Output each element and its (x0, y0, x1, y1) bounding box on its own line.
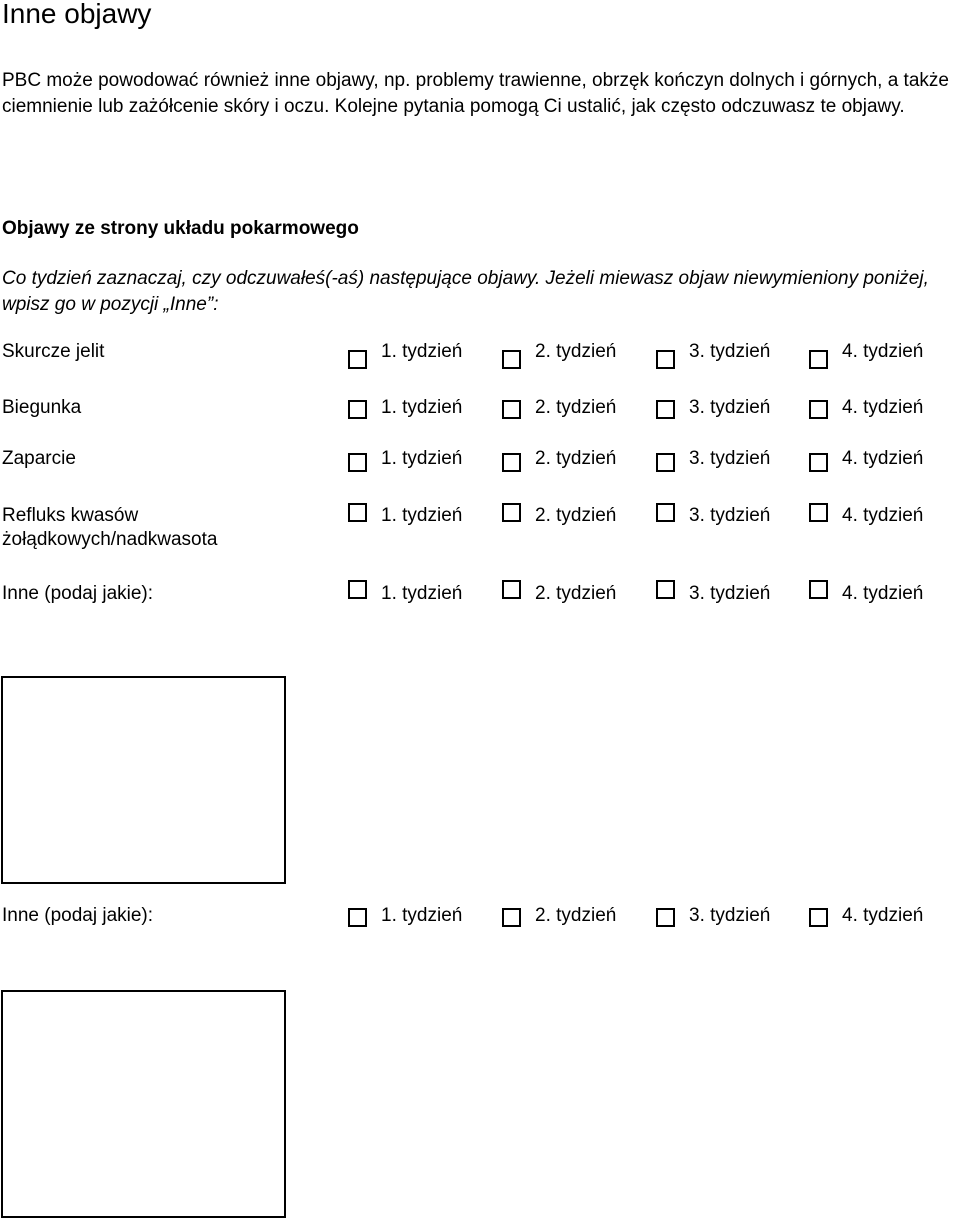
symptom-row-diarrhea (0, 396, 960, 426)
week-3-label: 3. tydzień (689, 448, 771, 469)
week-2-checkbox[interactable] (502, 908, 521, 927)
week-4-label: 4. tydzień (842, 341, 924, 362)
week-1-label: 1. tydzień (381, 905, 463, 926)
week-1-label: 1. tydzień (381, 505, 463, 526)
week-4-label: 4. tydzień (842, 397, 924, 418)
week-2-label: 2. tydzień (535, 448, 617, 469)
week-2-checkbox[interactable] (502, 503, 521, 522)
symptom-label: Biegunka (2, 397, 82, 418)
week-2-label: 2. tydzień (535, 583, 617, 604)
page-title: Inne objawy (2, 0, 152, 29)
week-1-checkbox[interactable] (348, 350, 367, 369)
week-4-checkbox[interactable] (809, 350, 828, 369)
week-3-checkbox[interactable] (656, 453, 675, 472)
week-1-checkbox[interactable] (348, 503, 367, 522)
week-2-label: 2. tydzień (535, 505, 617, 526)
week-1-label: 1. tydzień (381, 397, 463, 418)
week-2-checkbox[interactable] (502, 400, 521, 419)
week-3-label: 3. tydzień (689, 397, 771, 418)
instructions-paragraph: Co tydzień zaznaczaj, czy odczuwałeś(-aś) następujące objawy. Jeżeli miewasz objaw niewymieniony poniżej, wpisz go w pozycji „Inne”: (2, 268, 929, 315)
week-3-checkbox[interactable] (656, 350, 675, 369)
week-2-label: 2. tydzień (535, 905, 617, 926)
week-1-label: 1. tydzień (381, 583, 463, 604)
week-1-checkbox[interactable] (348, 453, 367, 472)
week-1-label: 1. tydzień (381, 341, 463, 362)
week-4-checkbox[interactable] (809, 908, 828, 927)
symptom-label: Refluks kwasów żołądkowych/nadkwasota (2, 505, 218, 550)
week-3-checkbox[interactable] (656, 908, 675, 927)
week-2-checkbox[interactable] (502, 580, 521, 599)
week-2-label: 2. tydzień (535, 397, 617, 418)
symptom-label: Skurcze jelit (2, 341, 105, 362)
symptom-label: Inne (podaj jakie): (2, 583, 154, 604)
section-heading: Objawy ze strony układu pokarmowego (2, 218, 359, 239)
week-2-checkbox[interactable] (502, 350, 521, 369)
week-4-label: 4. tydzień (842, 448, 924, 469)
week-4-checkbox[interactable] (809, 453, 828, 472)
week-3-checkbox[interactable] (656, 503, 675, 522)
week-2-label: 2. tydzień (535, 341, 617, 362)
other-symptom-text-box-1[interactable] (1, 676, 286, 884)
week-1-checkbox[interactable] (348, 908, 367, 927)
week-4-label: 4. tydzień (842, 505, 924, 526)
week-3-label: 3. tydzień (689, 505, 771, 526)
week-1-label: 1. tydzień (381, 448, 463, 469)
week-3-label: 3. tydzień (689, 905, 771, 926)
symptom-row-other-1 (0, 582, 960, 612)
week-3-label: 3. tydzień (689, 583, 771, 604)
other-symptom-text-box-2[interactable] (1, 990, 286, 1218)
week-1-checkbox[interactable] (348, 400, 367, 419)
symptom-label: Zaparcie (2, 448, 76, 469)
symptom-label: Inne (podaj jakie): (2, 905, 154, 926)
week-4-checkbox[interactable] (809, 503, 828, 522)
symptom-row-cramps (0, 340, 960, 370)
week-3-checkbox[interactable] (656, 580, 675, 599)
week-1-checkbox[interactable] (348, 580, 367, 599)
week-4-label: 4. tydzień (842, 583, 924, 604)
week-4-checkbox[interactable] (809, 580, 828, 599)
symptom-row-reflux (0, 504, 960, 554)
symptom-row-constipation (0, 447, 960, 477)
week-4-label: 4. tydzień (842, 905, 924, 926)
symptom-row-other-2 (0, 904, 960, 934)
week-3-label: 3. tydzień (689, 341, 771, 362)
intro-paragraph: PBC może powodować również inne objawy, np. problemy trawienne, obrzęk kończyn dolnych i górnych, a także ciemnienie lub zażółcenie skóry i oczu. Kolejne pytania pomogą Ci ustalić, jak często odczuwasz te objawy. (2, 70, 949, 117)
week-3-checkbox[interactable] (656, 400, 675, 419)
week-4-checkbox[interactable] (809, 400, 828, 419)
week-2-checkbox[interactable] (502, 453, 521, 472)
